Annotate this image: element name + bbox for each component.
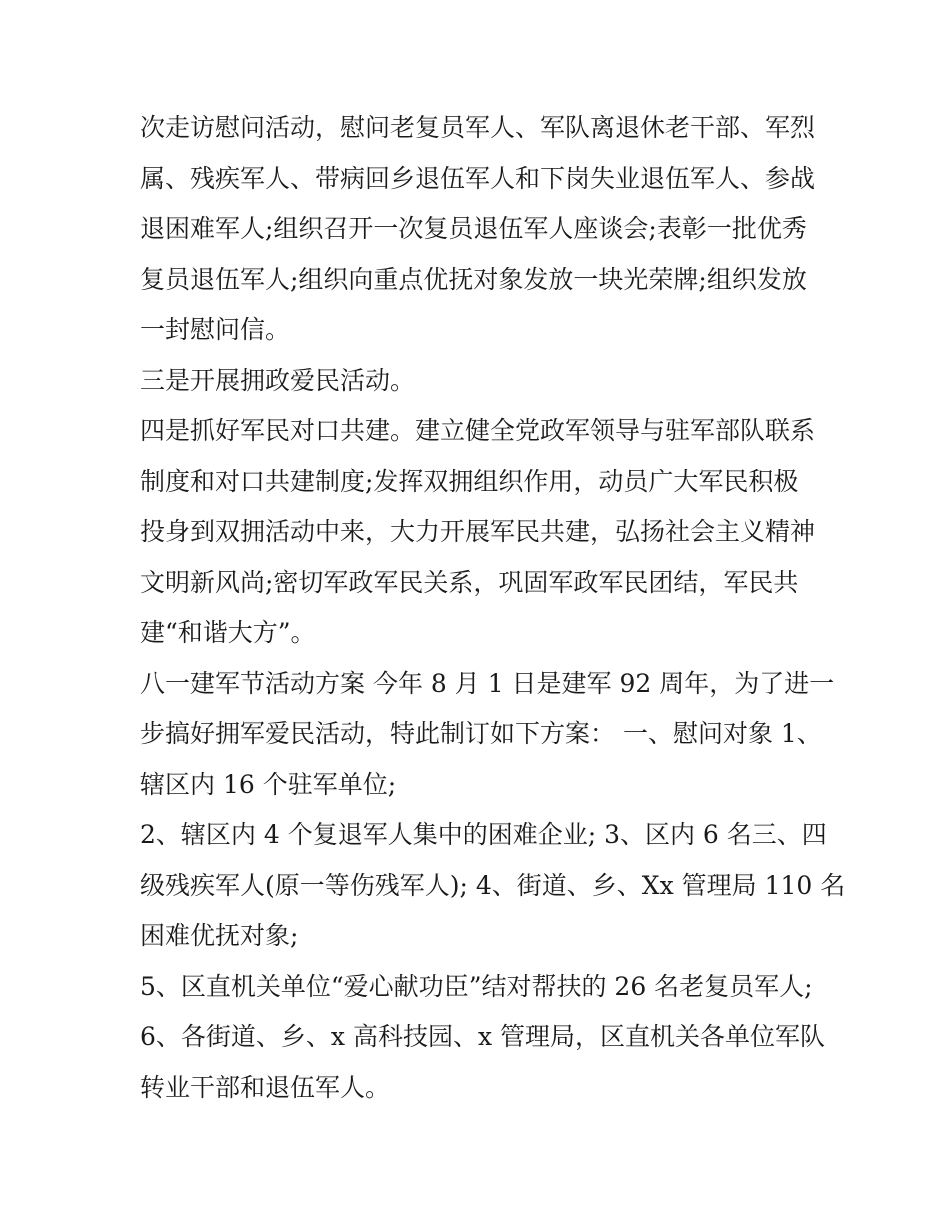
text-line: 文明新风尚;密切军政军民关系，巩固军政军民团结，军民共: [140, 567, 799, 597]
text-line: 2、辖区内 4 个复退军人集中的困难企业; 3、区内 6 名三、四: [140, 820, 827, 849]
text-line: 属、残疾军人、带病回乡退伍军人和下岗失业退伍军人、参战: [140, 163, 816, 193]
text-line: 困难优抚对象;: [140, 921, 299, 950]
text-line: 级残疾军人(原一等伤残军人); 4、街道、乡、Xx 管理局 110 名: [140, 870, 846, 900]
text-line: 制度和对口共建制度;发挥双拥组织作用，动员广大军民积极: [140, 466, 799, 496]
text-line: 四是抓好军民对口共建。建立健全党政军领导与驻军部队联系: [140, 416, 816, 445]
text-line: 辖区内 16 个驻军单位;: [140, 769, 397, 799]
text-line: 一封慰问信。: [140, 315, 291, 344]
text-line: 三是开展拥政爱民活动。: [140, 365, 416, 395]
document-body: [140, 103, 846, 1113]
text-line: 5、区直机关单位“爱心献功臣”结对帮扶的 26 名老复员军人;: [140, 971, 813, 1001]
text-line: 步搞好拥军爱民活动，特此制订如下方案： 一、慰问对象 1、: [140, 719, 822, 748]
text-line: 退困难军人;组织召开一次复员退伍军人座谈会;表彰一批优秀: [140, 214, 807, 243]
text-line: 建“和谐大方”。: [140, 618, 316, 647]
text-line: 次走访慰问活动，慰问老复员军人、军队离退休老干部、军烈: [140, 113, 816, 142]
text-line: 复员退伍军人;组织向重点优抚对象发放一块光荣牌;组织发放: [140, 264, 807, 294]
text-line: 投身到双拥活动中来，大力开展军民共建，弘扬社会主义精神: [140, 517, 816, 546]
text-line: 转业干部和退伍军人。: [140, 1072, 391, 1102]
text-line: 八一建军节活动方案 今年 8 月 1 日是建军 92 周年，为了进一: [140, 668, 835, 698]
text-line: 6、各街道、乡、x 高科技园、x 管理局，区直机关各单位军队: [140, 1022, 825, 1051]
